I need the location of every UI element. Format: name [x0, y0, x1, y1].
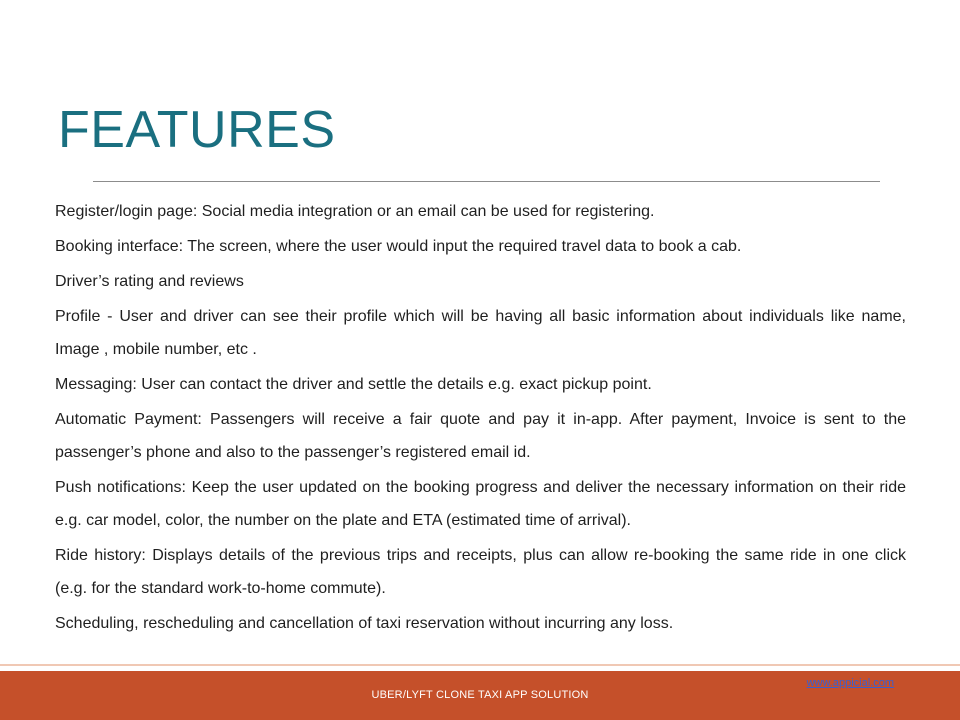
- slide-title: FEATURES: [58, 101, 336, 159]
- feature-item: Messaging: User can contact the driver and settle the details e.g. exact pickup point.: [55, 376, 652, 393]
- footer-caption: UBER/LYFT CLONE TAXI APP SOLUTION: [371, 689, 589, 701]
- feature-item: Booking interface: The screen, where the user would input the required travel data to book a cab.: [55, 238, 742, 255]
- website-link[interactable]: www.appicial.com: [806, 677, 894, 689]
- footer-band: [0, 671, 960, 720]
- feature-item: Automatic Payment: Passengers will receive a fair quote and pay it in-app. After payment, Invoice is sent to the passenger’s phone and also to the passenger’s registered email id.: [55, 411, 906, 461]
- title-divider: [93, 181, 880, 182]
- feature-item: Push notifications: Keep the user updated on the booking progress and deliver the necessary information on their ride e.g. car model, color, the number on the plate and ETA (estimated time of arrival).: [55, 479, 906, 529]
- feature-item: Ride history: Displays details of the previous trips and receipts, plus can allow re-booking the same ride in one click (e.g. for the standard work-to-home commute).: [55, 547, 906, 597]
- feature-item: Register/login page: Social media integration or an email can be used for registering.: [55, 203, 655, 220]
- feature-list: [55, 195, 906, 642]
- feature-item: Profile - User and driver can see their profile which will be having all basic information about individuals like name, Image , mobile number, etc .: [55, 308, 906, 358]
- feature-item: Scheduling, rescheduling and cancellation of taxi reservation without incurring any loss.: [55, 615, 674, 632]
- footer-accent-line: [0, 664, 960, 666]
- feature-item: Driver’s rating and reviews: [55, 273, 244, 290]
